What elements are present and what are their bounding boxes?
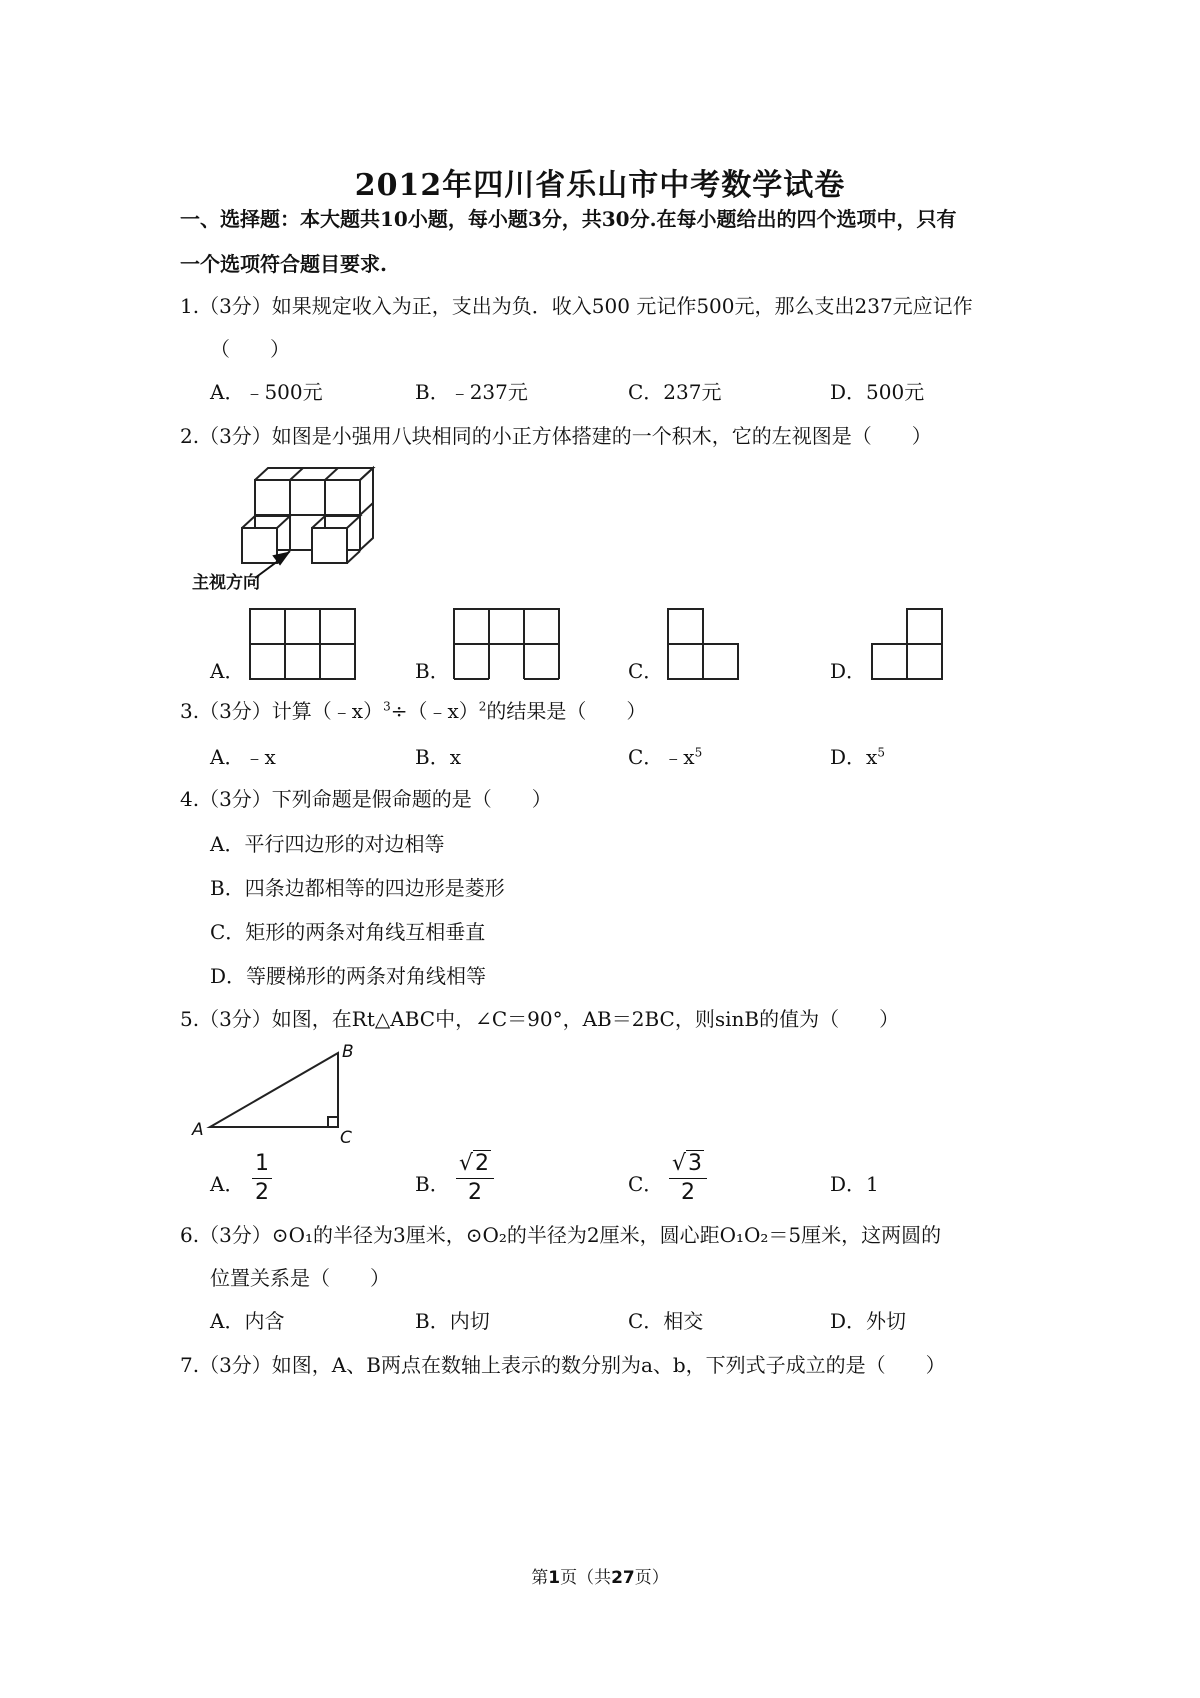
- question-3-option-a: A．﹣x: [210, 745, 276, 769]
- sqrt-icon: √3: [672, 1151, 703, 1176]
- question-4-option-b: B．四条边都相等的四边形是菱形: [210, 876, 505, 900]
- question-5-option-c: C．: [628, 1172, 664, 1196]
- question-5-text: 5.（3分）如图，在Rt△ABC中，∠C＝90°，AB＝2BC，则sinB的值为（ ）: [180, 1007, 900, 1031]
- question-1-text: 1.（3分）如果规定收入为正，支出为负．收入500 元记作500元，那么支出237元应记作: [180, 294, 973, 318]
- question-2-option-b: B．: [415, 659, 450, 683]
- question-3-option-c: C．$﹣x^5$: [628, 745, 703, 769]
- question-3-options: [0, 741, 1200, 771]
- question-1-option-c: C．237元: [628, 380, 722, 404]
- question-6-text: 6.（3分）⊙O₁的半径为3厘米，⊙O₂的半径为2厘米，圆心距O₁O₂＝5厘米，这两圆的: [180, 1223, 942, 1247]
- question-5-option-a: A．: [210, 1172, 245, 1196]
- question-2-option-a: A．: [210, 659, 245, 683]
- question-1-option-d: D．500元: [830, 380, 925, 404]
- question-6-option-c: C．相交: [628, 1309, 704, 1333]
- question-4-option-d: D．等腰梯形的两条对角线相等: [210, 964, 487, 988]
- question-4-option-a: A．平行四边形的对边相等: [210, 832, 445, 856]
- page-footer: 第1页（共27页）: [531, 1568, 669, 1588]
- question-6-option-a: A．内含: [210, 1309, 285, 1333]
- total-page-count: 27: [611, 1568, 635, 1588]
- fraction-root2-over-2: $\frac{√2}{2}$: [456, 1152, 494, 1205]
- option-b-view-figure: [452, 607, 562, 682]
- page-title: 2012年四川省乐山市中考数学试卷: [354, 168, 846, 203]
- question-6-options: [0, 1305, 1200, 1335]
- question-1-option-b: B．﹣237元: [415, 380, 528, 404]
- question-2-option-d: D．: [830, 659, 867, 683]
- current-page-number: 1: [548, 1568, 561, 1588]
- question-2-option-c: C．: [628, 659, 664, 683]
- fraction-one-half: $\frac{1}{2}$: [252, 1152, 272, 1205]
- fraction-root3-over-2: $\frac{√3}{2}$: [669, 1152, 707, 1205]
- question-4-text: 4.（3分）下列命题是假命题的是（ ）: [180, 787, 552, 811]
- sqrt-icon: √2: [459, 1151, 490, 1176]
- question-2-text: 2.（3分）如图是小强用八块相同的小正方体搭建的一个积木，它的左视图是（ ）: [180, 424, 932, 448]
- question-1-options: [0, 376, 1200, 406]
- question-5-triangle-figure: [190, 1043, 380, 1148]
- question-3-option-d: D．$x^5$: [830, 745, 885, 769]
- section-heading-line1: 一、选择题：本大题共10小题，每小题3分，共30分.在每小题给出的四个选项中，只有: [180, 207, 957, 231]
- question-7-text: 7.（3分）如图，A、B两点在数轴上表示的数分别为a、b，下列式子成立的是（ ）: [180, 1353, 946, 1377]
- option-d-view-figure: [870, 607, 950, 682]
- question-6-option-d: D．外切: [830, 1309, 907, 1333]
- question-6-text-continued: 位置关系是（ ）: [210, 1266, 390, 1290]
- question-1-option-a: A．﹣500元: [210, 380, 323, 404]
- option-c-view-figure: [666, 607, 746, 682]
- viewing-direction-label: 主视方向: [192, 573, 260, 593]
- question-5-option-d: D．1: [830, 1172, 879, 1196]
- question-6-option-b: B．内切: [415, 1309, 490, 1333]
- section-heading-line2: 一个选项符合题目要求.: [180, 252, 387, 276]
- vertex-b-label: B: [342, 1042, 354, 1062]
- vertex-a-label: A: [192, 1120, 204, 1140]
- question-2-options: [0, 605, 1200, 685]
- option-a-view-figure: [248, 607, 358, 682]
- question-1-answer-blank: （ ）: [210, 337, 290, 361]
- question-3-option-b: B．x: [415, 745, 461, 769]
- vertex-c-label: C: [340, 1128, 352, 1148]
- question-5-options: [0, 1152, 1200, 1208]
- question-5-option-b: B．: [415, 1172, 450, 1196]
- question-3-text: 3.（3分）计算（﹣x）$^3$÷（﹣x）$^2$的结果是（ ）: [180, 699, 647, 723]
- question-4-option-c: C．矩形的两条对角线互相垂直: [210, 920, 486, 944]
